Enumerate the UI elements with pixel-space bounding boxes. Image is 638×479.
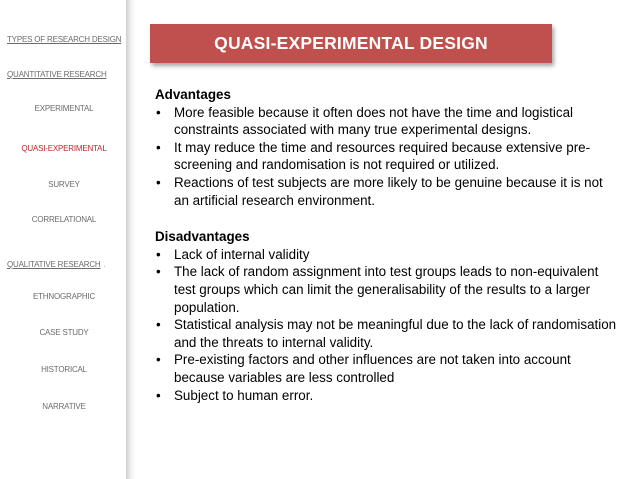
section-spacer — [155, 209, 617, 228]
list-item: • More feasible because it often does not have the time and logistical constraints associated with many true experimental designs. — [156, 104, 573, 138]
nav-survey[interactable]: SURVEY — [48, 180, 80, 189]
nav-correlational[interactable]: CORRELATIONAL — [31, 215, 97, 224]
nav-quantitative-research[interactable]: QUANTITATIVE RESEARCH — [7, 70, 107, 79]
nav-ethnographic[interactable]: ETHNOGRAPHIC — [32, 292, 96, 301]
slide-title: QUASI-EXPERIMENTAL DESIGN — [214, 33, 488, 53]
list-item: • Lack of internal validity — [156, 246, 310, 262]
slide-content — [155, 86, 617, 404]
nav-historical[interactable]: HISTORICAL — [41, 365, 87, 374]
nav-qualitative-row — [7, 254, 106, 272]
disadvantages-heading: Disadvantages — [155, 229, 250, 245]
advantages-heading: Advantages — [155, 87, 231, 102]
nav-types-of-research-design[interactable]: TYPES OF RESEARCH DESIGN — [7, 35, 122, 44]
list-item: • The lack of random assignment into test groups leads to non-equivalent test groups which can limit the generalisability of the results to a larger population. — [156, 264, 599, 315]
nav-experimental[interactable]: EXPERIMENTAL — [34, 104, 94, 113]
sidebar-divider — [126, 0, 135, 479]
list-item: • Subject to human error. — [156, 387, 314, 403]
list-item: • Pre-existing factors and other influences are not taken into account because variables are less controlled — [156, 352, 571, 385]
list-item: • Reactions of test subjects are more likely to be genuine because it is not an artificial research environment. — [156, 174, 603, 208]
nav-narrative[interactable]: NARRATIVE — [42, 402, 86, 411]
nav-quasi-experimental[interactable]: QUASI-EXPERIMENTAL — [21, 144, 107, 153]
nav-case-study[interactable]: CASE STUDY — [39, 328, 89, 337]
list-item: • Statistical analysis may not be meaningful due to the lack of randomisation and the threats to internal validity. — [156, 317, 617, 350]
disadvantages-list — [155, 246, 617, 404]
sidebar-nav — [0, 0, 130, 479]
list-item: • It may reduce the time and resources required because extensive pre-screening and randomisation is not required or utilized. — [156, 139, 591, 173]
slide-title-bar — [150, 24, 552, 63]
advantages-list — [155, 104, 617, 210]
nav-qualitative-research[interactable]: QUALITATIVE RESEARCH — [7, 260, 101, 269]
nav-dot: . — [103, 260, 106, 269]
